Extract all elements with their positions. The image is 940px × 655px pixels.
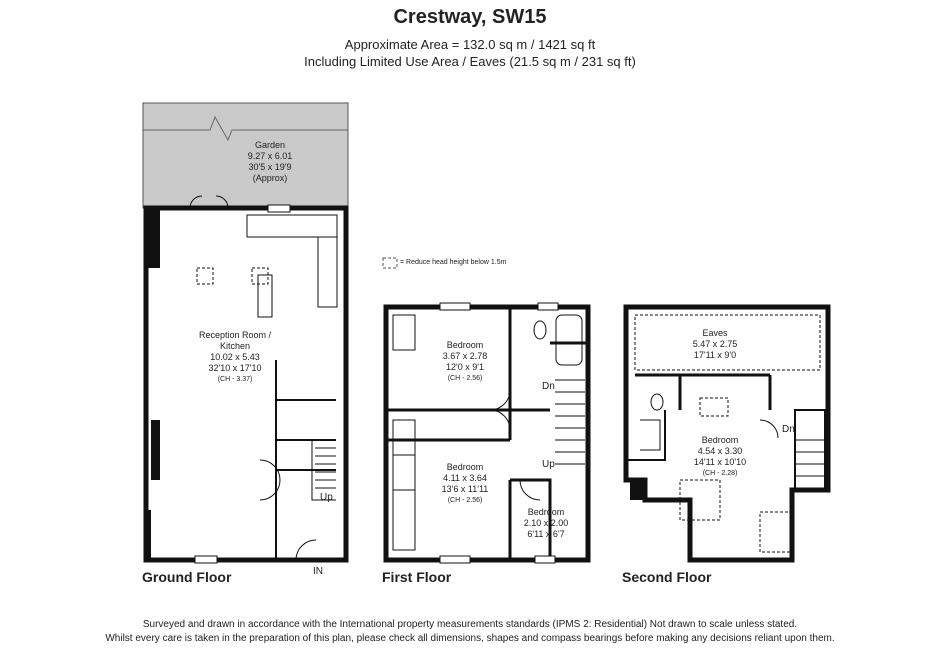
bedroom-3-imperial: 6'11 x 6'7 xyxy=(527,529,565,539)
first-stairs-up: Up xyxy=(542,459,555,470)
garden-label xyxy=(215,140,325,184)
plan-title: Crestway, SW15 xyxy=(393,6,547,28)
reception-imperial: 32'10 x 17'10 xyxy=(208,363,262,373)
bedroom-2-ceiling-height: (CH - 2.56) xyxy=(447,497,483,504)
bedroom-1-name: Bedroom xyxy=(446,340,484,350)
legend-swatch xyxy=(383,258,397,268)
legend-text: = Reduce head height below 1.5m xyxy=(400,259,507,266)
garden-imperial: 30'5 x 19'9 xyxy=(248,162,292,172)
bedroom-2-imperial: 13'6 x 11'11 xyxy=(441,484,489,494)
bedroom-3-name: Bedroom xyxy=(527,507,565,517)
ground-floor-label: Ground Floor xyxy=(142,569,232,585)
second-bedroom-name: Bedroom xyxy=(701,435,739,445)
bedroom-1-label xyxy=(425,340,505,384)
second-bedroom-imperial: 14'11 x 10'10 xyxy=(693,457,747,467)
bedroom-3-metric: 2.10 x 2.00 xyxy=(523,518,569,528)
footer-disclaimer-2: Whilst every care is taken in the preparation of this plan, please check all dimensions, shapes and compass bearings before making any decisions reliant upon them. xyxy=(105,633,835,644)
approximate-area: Approximate Area = 132.0 sq m / 1421 sq ft xyxy=(344,37,596,52)
second-stairs-down: Dn xyxy=(782,424,795,435)
bedroom-3-label xyxy=(512,507,580,540)
eaves-area: Including Limited Use Area / Eaves (21.5 sq m / 231 sq ft) xyxy=(304,54,636,69)
reception-ceiling-height: (CH - 3.37) xyxy=(217,376,253,383)
garden-note: (Approx) xyxy=(252,173,288,183)
eaves-label xyxy=(665,328,765,361)
eaves-imperial: 17'11 x 9'0 xyxy=(693,350,737,360)
second-bedroom-metric: 4.54 x 3.30 xyxy=(697,446,743,456)
second-bedroom-label xyxy=(670,435,770,479)
bedroom-1-metric: 3.67 x 2.78 xyxy=(442,351,488,361)
kitchen-name: Kitchen xyxy=(219,341,251,351)
entrance-label: IN xyxy=(313,566,323,577)
bedroom-2-name: Bedroom xyxy=(446,462,484,472)
bedroom-2-label xyxy=(425,462,505,506)
bedroom-1-ceiling-height: (CH - 2.56) xyxy=(447,375,483,382)
first-floor-label: First Floor xyxy=(382,569,452,585)
garden-name: Garden xyxy=(254,140,286,150)
first-stairs-down: Dn xyxy=(542,381,555,392)
eaves-metric: 5.47 x 2.75 xyxy=(692,339,738,349)
reception-name: Reception Room / xyxy=(198,330,272,340)
footer-disclaimer-1: Surveyed and drawn in accordance with the International property measurements standards (IPMS 2: Residential) Not drawn to scale unless stated. xyxy=(142,619,798,630)
reception-metric: 10.02 x 5.43 xyxy=(210,352,260,362)
eaves-name: Eaves xyxy=(702,328,728,338)
second-bedroom-ceiling-height: (CH - 2.28) xyxy=(702,470,738,477)
reception-label xyxy=(180,330,290,385)
garden-metric: 9.27 x 6.01 xyxy=(247,151,293,161)
second-floor-label: Second Floor xyxy=(622,569,712,585)
bedroom-1-imperial: 12'0 x 9'1 xyxy=(446,362,484,372)
bedroom-2-metric: 4.11 x 3.64 xyxy=(443,473,487,483)
ground-stairs-up: Up xyxy=(320,492,333,503)
